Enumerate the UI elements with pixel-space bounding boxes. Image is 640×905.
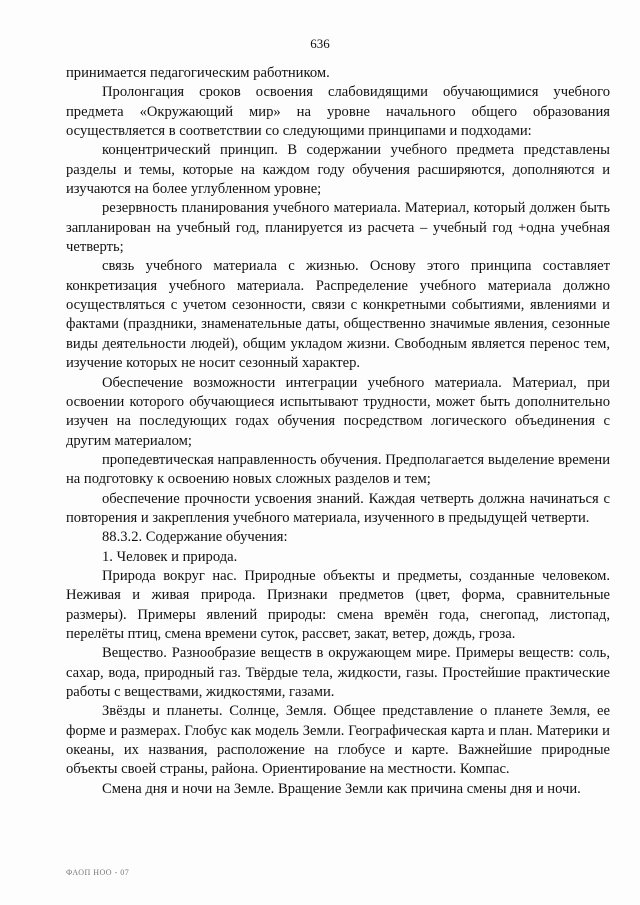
paragraph: Обеспечение возможности интеграции учебного материала. Материал, при освоении которого обучающиеся испытывают трудности, может быть дополнительно изучен на последующих годах обучения посредством логического объединения с другим материалом; bbox=[66, 374, 610, 449]
paragraph: пропедевтическая направленность обучения. Предполагается выделение времени на подготовку к освоению новых сложных разделов и тем; bbox=[66, 451, 610, 488]
paragraph: обеспечение прочности усвоения знаний. Каждая четверть должна начинаться с повторения и закрепления учебного материала, изученного в предыдущей четверти. bbox=[66, 490, 610, 526]
page-number: 636 bbox=[310, 36, 330, 51]
paragraph: концентрический принцип. В содержании учебного предмета представлены разделы и темы, которые на каждом году обучения расширяются, дополняются и изучаются на более углубленном уровне; bbox=[66, 142, 610, 198]
paragraph: принимается педагогическим работником. bbox=[66, 65, 330, 81]
paragraph: резервность планирования учебного материала. Материал, который должен быть запланирован на учебный год, планируется из расчета – учебный год +одна учебная четверть; bbox=[66, 200, 610, 256]
paragraph: Звёзды и планеты. Солнце, Земля. Общее представление о планете Земля, ее форме и размерах. Глобус как модель Земли. Географическая карта и план. Материки и океаны, их названия, расположение на глобусе и карте. Важнейшие природные объекты своей страны, района. Ориентирование на местности. Компас. bbox=[66, 703, 610, 778]
paragraph: связь учебного материала с жизнью. Основу этого принципа составляет конкретизация учебного материала. Распределение учебного материала должно осуществляться с учетом сезонности, связи с конкретными событиями, явлениями и фактами (праздники, знаменательные даты, общественно значимые явления, сезонные виды деятельности людей), общим укладом жизни. Свободным является перенос тем, изучение которых не носит сезонный характер. bbox=[66, 258, 610, 372]
footer-code: ФАОП НОО - 07 bbox=[66, 868, 130, 877]
paragraph: Смена дня и ночи на Земле. Вращение Земли как причина смены дня и ночи. bbox=[102, 780, 581, 797]
document-body bbox=[66, 64, 610, 799]
paragraph: Природа вокруг нас. Природные объекты и предметы, созданные человеком. Неживая и живая природа. Признаки предметов (цвет, форма, сравнительные размеры). Примеры явлений природы: смена времён года, снегопад, листопад, перелёты птиц, смена времени суток, рассвет, закат, ветер, дождь, гроза. bbox=[66, 567, 610, 642]
paragraph: Вещество. Разнообразие веществ в окружающем мире. Примеры веществ: соль, сахар, вода, природный газ. Твёрдые тела, жидкости, газы. Простейшие практические работы с веществами, жидкостями, газами. bbox=[66, 645, 610, 700]
paragraph: Пролонгация сроков освоения слабовидящими обучающимися учебного предмета «Окружающий мир» на уровне начального общего образования осуществляется в соответствии со следующими принципами и подходами: bbox=[66, 84, 610, 140]
subsection-heading: 1. Человек и природа. bbox=[102, 548, 238, 565]
section-heading: 88.3.2. Содержание обучения: bbox=[102, 529, 288, 546]
